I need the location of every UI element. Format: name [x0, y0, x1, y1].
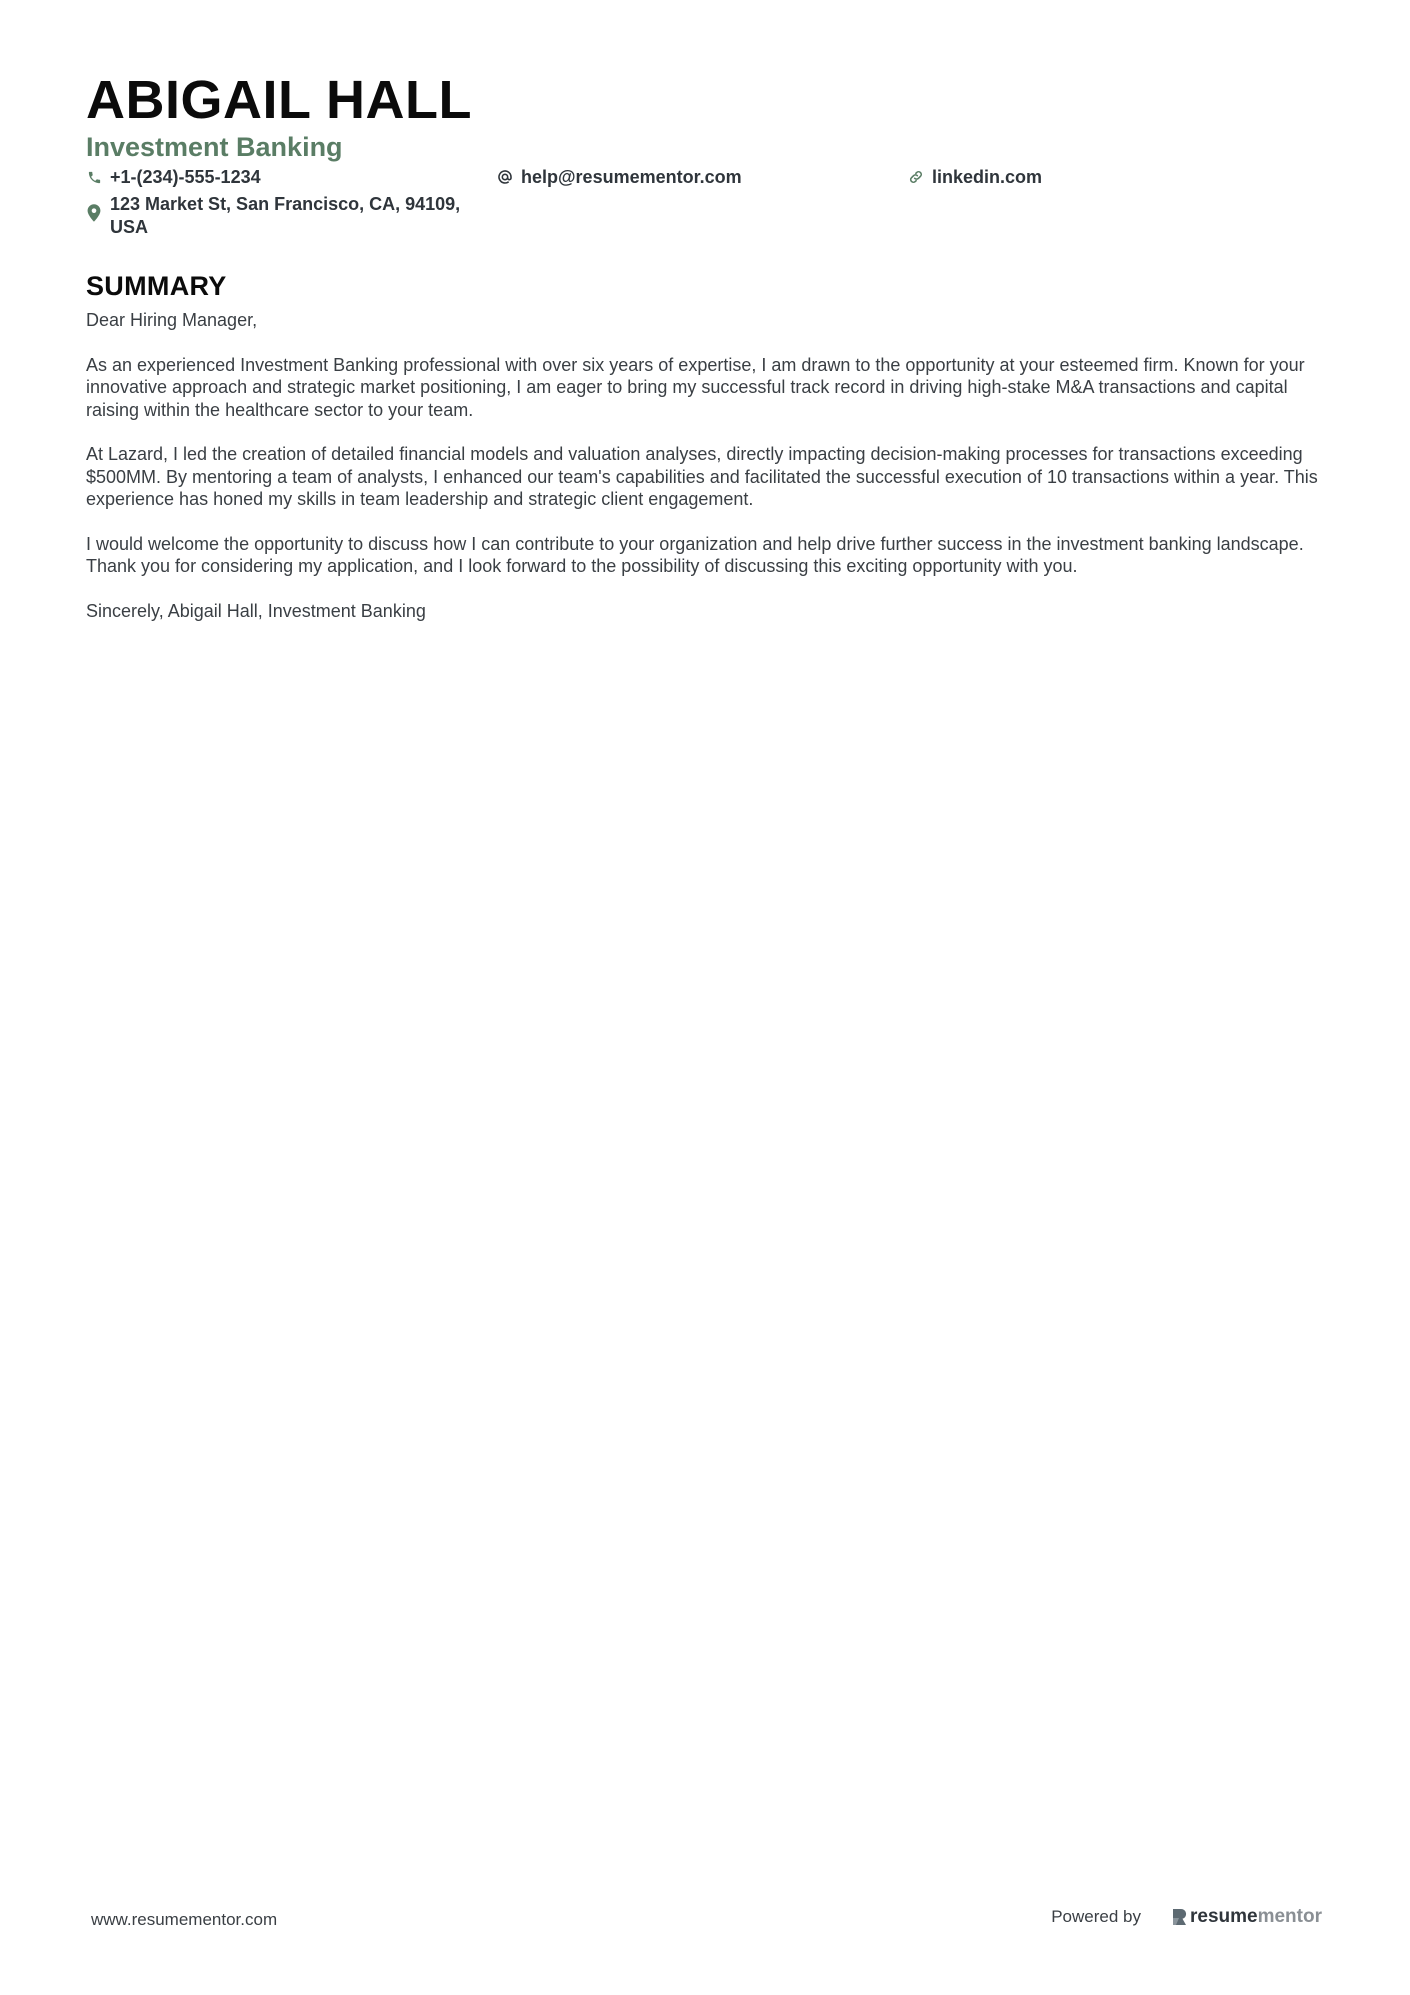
contact-info	[86, 166, 1326, 239]
contact-address	[86, 193, 497, 239]
summary-heading: SUMMARY	[86, 271, 227, 301]
phone-number[interactable]: +1-(234)-555-1234	[110, 167, 261, 187]
contact-email	[497, 166, 908, 189]
footer-branding	[1051, 1906, 1322, 1928]
contact-phone	[86, 166, 497, 189]
location-pin-icon	[86, 205, 102, 221]
brand-text-mentor: mentor	[1257, 1906, 1322, 1927]
body-paragraph-2: At Lazard, I led the creation of detailed financial models and valuation analyses, directly impacting decision-making processes for transactions exceeding $500MM. By mentoring a team of analysts, I enhanced our team's capabilities and facilitated the successful execution of 10 transactions within a year. This experience has honed my skills in team leadership and strategic client engagement.	[86, 444, 1318, 509]
greeting: Dear Hiring Manager,	[86, 310, 258, 330]
closing-line: Sincerely, Abigail Hall, Investment Banking	[86, 600, 426, 621]
body-paragraph-3: I would welcome the opportunity to discuss how I can contribute to your organization and help drive further success in the investment banking landscape. Thank you for considering my application, and I look forward to the possibility of discussing this exciting opportunity with you.	[86, 533, 1304, 576]
linkedin-link[interactable]: linkedin.com	[932, 167, 1043, 187]
contact-linkedin	[908, 166, 1319, 189]
cover-letter-page	[86, 70, 1326, 644]
email-address[interactable]: help@resumementor.com	[521, 167, 742, 187]
candidate-name: ABIGAIL HALL	[86, 70, 472, 130]
link-icon	[908, 169, 924, 185]
powered-by-label: Powered by	[1051, 1907, 1141, 1926]
street-address: 123 Market St, San Francisco, CA, 94109, USA	[110, 194, 461, 237]
phone-icon	[86, 169, 102, 185]
brand-text-resume: resume	[1189, 1906, 1258, 1927]
resumementor-logo-icon	[1171, 1907, 1187, 1927]
footer-website[interactable]: www.resumementor.com	[91, 1910, 278, 1929]
resumementor-logo[interactable]	[1171, 1906, 1322, 1928]
at-icon	[497, 169, 513, 185]
body-paragraph-1: As an experienced Investment Banking professional with over six years of expertise, I am drawn to the opportunity at your esteemed firm. Known for your innovative approach and strategic market positioning, I am eager to bring my successful track record in driving high-stake M&A transactions and capital raising within the healthcare sector to your team.	[86, 354, 1305, 420]
candidate-role: Investment Banking	[86, 132, 343, 162]
